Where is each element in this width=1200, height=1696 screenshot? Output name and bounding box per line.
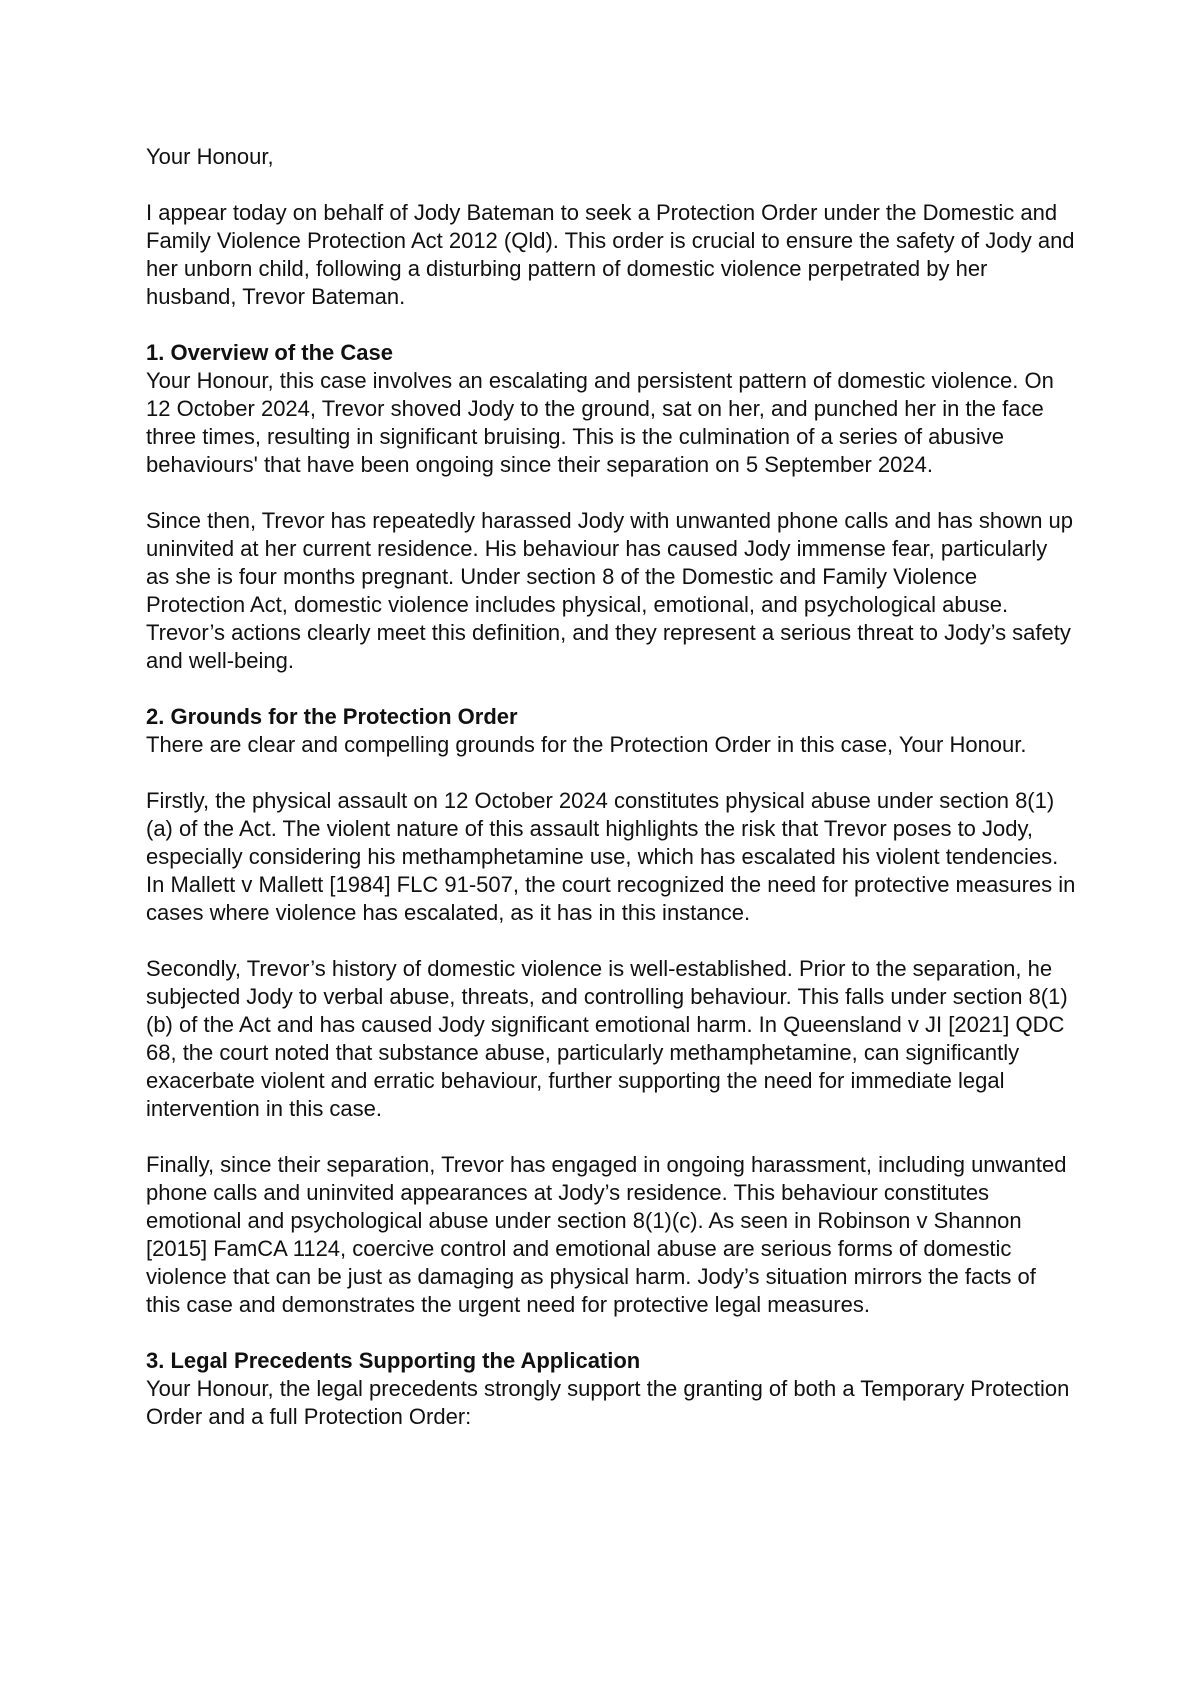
document-page <box>146 143 1076 1431</box>
grounds-paragraph-2: Firstly, the physical assault on 12 October 2024 constitutes physical abuse under section 8(1)(a) of the Act. The violent nature of this assault highlights the risk that Trevor poses to Jody, especially considering his methamphetamine use, which has escalated his violent tendencies. In Mallett v Mallett [1984] FLC 91-507, the court recognized the need for protective measures in cases where violence has escalated, as it has in this instance. <box>146 788 1076 925</box>
salutation: Your Honour, <box>146 144 274 169</box>
intro-paragraph: I appear today on behalf of Jody Bateman to seek a Protection Order under the Domestic and Family Violence Protection Act 2012 (Qld). This order is crucial to ensure the safety of Jody and her unborn child, following a disturbing pattern of domestic violence perpetrated by her husband, Trevor Bateman. <box>146 200 1075 309</box>
overview-paragraph-2: Since then, Trevor has repeatedly harassed Jody with unwanted phone calls and has shown up uninvited at her current residence. His behaviour has caused Jody immense fear, particularly as she is four months pregnant. Under section 8 of the Domestic and Family Violence Protection Act, domestic violence includes physical, emotional, and psychological abuse. Trevor’s actions clearly meet this definition, and they represent a serious threat to Jody’s safety and well-being. <box>146 508 1074 673</box>
grounds-paragraph-4: Finally, since their separation, Trevor has engaged in ongoing harassment, including unwanted phone calls and uninvited appearances at Jody’s residence. This behaviour constitutes emotional and psychological abuse under section 8(1)(c). As seen in Robinson v Shannon [2015] FamCA 1124, coercive control and emotional abuse are serious forms of domestic violence that can be just as damaging as physical harm. Jody’s situation mirrors the facts of this case and demonstrates the urgent need for protective legal measures. <box>146 1152 1067 1317</box>
section-heading-overview: 1. Overview of the Case <box>146 340 393 365</box>
grounds-paragraph-1: There are clear and compelling grounds for the Protection Order in this case, Your Honour. <box>146 732 1027 757</box>
section-heading-precedents: 3. Legal Precedents Supporting the Application <box>146 1348 641 1373</box>
precedents-paragraph-1: Your Honour, the legal precedents strongly support the granting of both a Temporary Protection Order and a full Protection Order: <box>146 1376 1070 1429</box>
section-heading-grounds: 2. Grounds for the Protection Order <box>146 704 518 729</box>
overview-paragraph-1: Your Honour, this case involves an escalating and persistent pattern of domestic violence. On 12 October 2024, Trevor shoved Jody to the ground, sat on her, and punched her in the face three times, resulting in significant bruising. This is the culmination of a series of abusive behaviours' that have been ongoing since their separation on 5 September 2024. <box>146 368 1054 477</box>
grounds-paragraph-3: Secondly, Trevor’s history of domestic violence is well-established. Prior to the separation, he subjected Jody to verbal abuse, threats, and controlling behaviour. This falls under section 8(1)(b) of the Act and has caused Jody significant emotional harm. In Queensland v JI [2021] QDC 68, the court noted that substance abuse, particularly methamphetamine, can significantly exacerbate violent and erratic behaviour, further supporting the need for immediate legal intervention in this case. <box>146 956 1068 1121</box>
